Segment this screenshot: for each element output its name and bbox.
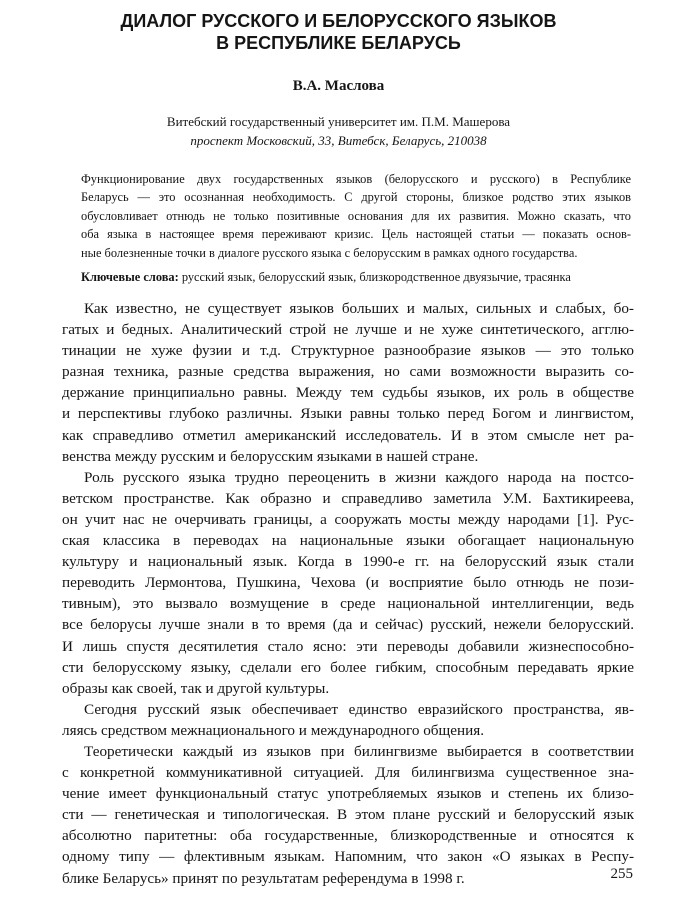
body-line: гатых и бедных. Аналитический строй не лучше и не хуже синтетического, агглю- [62,321,634,339]
body-line: переводить Лермонтова, Пушкина, Чехова (и восприятие было отнюдь не пози- [62,574,634,592]
page-number: 255 [610,866,633,882]
body-line: ская классика в переводах на национальные языки обогащает национальную [62,532,634,550]
body-line: Теоретически каждый из языков при билингвизме выбирается в соответствии [84,742,634,760]
body-line: Как известно, не существует языков больших и малых, сильных и слабых, бо- [84,300,634,317]
abstract-line: оба языка в настоящее время переживают кризис. Цель настоящей статьи — показать основ- [81,227,631,242]
body-line: Сегодня русский язык обеспечивает единство евразийского пространства, яв- [84,700,634,718]
body-line: все белорусы лучше знали в то время (да и сейчас) русский, нежели белорусский. [62,616,634,634]
body-line: одному типу — флективным языкам. Напомним, что закон «О языках в Респу- [62,848,634,866]
keywords-label: Ключевые слова: [81,270,179,285]
body-line: сти белорусскому языку, сделали его более гибким, способным передавать яркие [62,658,634,676]
abstract-line: Беларусь — это осознанная необходимость. С другой стороны, близкое родство этих языков [81,190,631,205]
body-line: культуру и национальный язык. Когда в 1990-е гг. на белорусский язык стали [62,553,634,571]
body-line: с конкретной коммуникативной ситуацией. Для билингвизма существенное зна- [62,764,634,782]
title-line-1: ДИАЛОГ РУССКОГО И БЕЛОРУССКОГО ЯЗЫКОВ [120,11,557,31]
body-line: блике Беларусь» принят по результатам референдума в 1998 г. [62,869,465,887]
body-line: чение имеет функциональный статус употребляемых языков и степень их близо- [62,785,634,803]
abstract [81,170,631,286]
article-title [40,10,637,54]
body-line: Роль русского языка трудно переоценить в жизни каждого народа на постсо- [84,468,634,486]
abstract-text [81,170,631,262]
body-line: И лишь спустя десятилетия стало ясно: эти переводы добавили жизнеспособно- [62,637,634,655]
body-line: образы как своей, так и другой культуры. [62,679,330,697]
abstract-line: ные болезненные точки в диалоге русского языка с белорусским в рамках одного государства. [81,245,578,260]
keywords-list: русский язык, белорусский язык, близкородственное двуязычие, трасянка [178,270,571,285]
body-line: держание принципиально равны. Между тем судьбы языков, их роль в обществе [62,384,634,402]
body-line: как справедливо отметил американский исследователь. И в этом смысле нет ра- [62,426,634,444]
author-name: В.А. Маслова [292,78,385,94]
affiliation [0,112,677,150]
body-line: разная техника, разные средства выражения, но сами возможности выразить со- [62,363,634,381]
body-line: и перспективы глубоко различны. Языки равны только перед Богом и лингвистом, [62,405,634,423]
body-line: ляясь средством межнационального и международного общения. [62,721,485,739]
body-line: тивным), это вызвало возмущение в среде национальной интеллигенции, ведь [62,595,634,613]
body-line: тинации не хуже фузии и т.д. Структурное разнообразие языков — это только [62,342,634,360]
abstract-line: обусловливает отнюдь не только позитивные основания для их развития. Можно сказать, что [81,208,631,223]
keywords [81,268,631,286]
body-line: сти — генетическая и типологическая. В этом плане русский и белорусский язык [62,806,634,824]
body-line: ветском пространстве. Как образно и справедливо заметила У.М. Бахтикиреева, [62,489,634,507]
institution: Витебский государственный университет им. П.М. Машерова [166,114,511,129]
body-line: абсолютно паритетны: оба государственные, близкородственные и относятся к [62,827,634,845]
body-line: он учит нас не очерчивать границы, а сооружать мосты между народами [1]. Рус- [62,510,634,528]
article-body [62,298,634,889]
body-line: венства между русским и белорусским языками в нашей стране. [62,447,479,465]
abstract-line: Функционирование двух государственных языков (белорусского и русского) в Республике [81,172,631,186]
title-line-2: В РЕСПУБЛИКЕ БЕЛАРУСЬ [216,33,461,53]
address: проспект Московский, 33, Витебск, Беларусь, 210038 [190,133,487,148]
